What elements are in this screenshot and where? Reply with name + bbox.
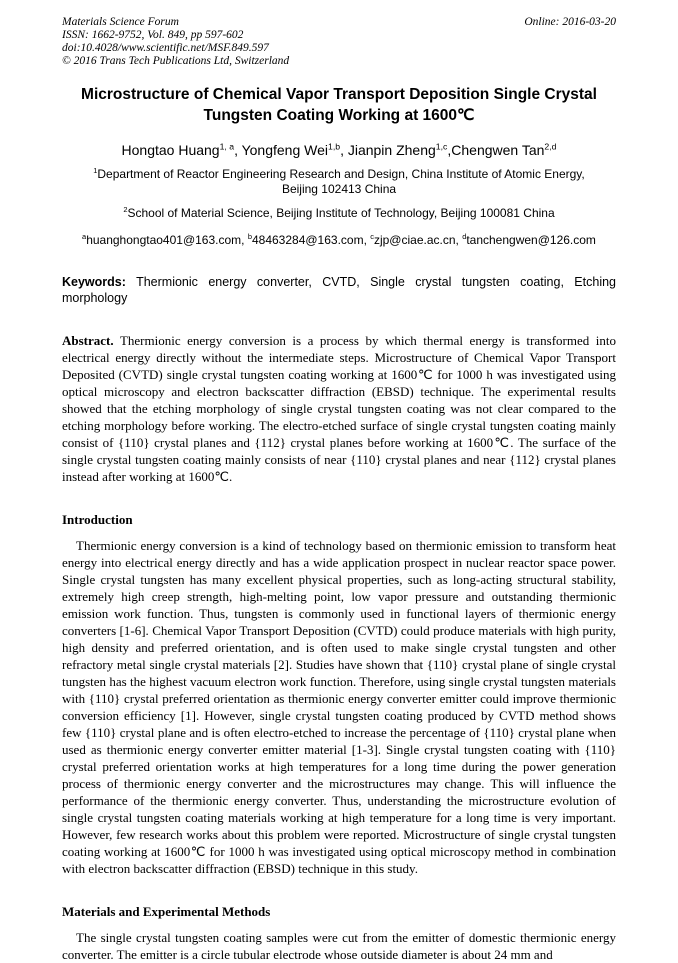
author-superscript: 1,c <box>435 141 448 152</box>
abstract-text: Thermionic energy conversion is a process by which thermal energy is transformed into electrical energy directly without the intermediate steps. Microstructure of Chemical Vapor Transport Deposited (CVTD) single crystal tungsten coating working at 1600℃ for 1000 h was investigated using optical microscopy and electron backscatter diffraction (EBSD) technique. The experimental results showed that the etching morphology of single crystal tungsten coating was not clear compared to the etching morphology before working. The electro-etched surface of single crystal tungsten coating mainly consist of {110} crystal planes and {112} crystal planes before working at 1600℃. The surface of the single crystal tungsten coating mainly consists of near {110} crystal planes and near {112} crystal planes instead after working at 1600℃. <box>62 333 617 484</box>
keywords-text: Thermionic energy converter, CVTD, Single crystal tungsten coating, Etching morphology <box>62 275 617 305</box>
affiliation-superscript: 2 <box>123 205 128 214</box>
copyright-line: © 2016 Trans Tech Publications Ltd, Switzerland <box>62 55 290 67</box>
email-address: huanghongtao401@163.com, <box>86 233 248 247</box>
email-address: 48463284@163.com, <box>251 233 371 247</box>
author-name: Hongtao Huang <box>121 142 220 158</box>
journal-name: Materials Science Forum <box>62 16 179 28</box>
author-superscript: 2,d <box>544 141 557 152</box>
section-paragraph-introduction: Thermionic energy conversion is a kind of technology based on thermionic emission to transform heat energy into electrical energy directly and has a wide application prospect in nuclear reactor space power. Single crystal tungsten has many excellent physical properties, such as long-acting structural stability, extremely high creep strength, high-melting point, low vapor pressure and outstanding thermionic emission work function. Thus, tungsten is commonly used in functional layers of thermionic energy converters [1-6]. Chemical Vapor Transport Deposition (CVTD) could produce materials with high purity, high density and preferred orientation, and is often used to make single crystal tungsten and other refractory metal single crystal materials [2]. Studies have shown that {110} crystal plane of single crystal tungsten has the highest vacuum electron work function. Therefore, using single crystal tungsten materials with {110} crystal preferred orientation as thermionic energy converter emitter could improve thermionic conversion efficiency [1]. However, single crystal tungsten coating produced by CVTD method shows few {110} crystal plane and is often electro-etched to increase the percentage of {110} crystal plane when used as thermionic energy converter emitter material [1-3]. Single crystal tungsten coating with {110} crystal preferred orientation works at high temperatures for a long time during the power generation process of thermionic energy converter and the microstructures may change. This will influence the performance of the thermionic energy converter. Thus, understanding the microstructure evolution of single crystal tungsten coating materials working at high temperature for a long time is very important. However, few research works about this problem were reported. Microstructure of single crystal tungsten coating working at 1600℃ for 1000 h was investigated using optical microscopy method in combination with electron backscatter diffraction (EBSD) technique in this study. <box>62 538 616 876</box>
email-superscript: d <box>462 232 467 241</box>
email-superscript: c <box>370 232 374 241</box>
issn-line: ISSN: 1662-9752, Vol. 849, pp 597-602 <box>62 29 244 41</box>
affiliation-line-2 <box>79 206 599 221</box>
affiliation-superscript: 1 <box>93 166 98 175</box>
online-date: Online: 2016-03-20 <box>524 16 616 28</box>
email-superscript: b <box>247 232 252 241</box>
author-superscript: 1,b <box>328 141 341 152</box>
author-superscript: 1, a <box>219 141 235 152</box>
abstract-block <box>62 332 616 485</box>
authors-line <box>62 142 616 158</box>
journal-info <box>62 16 289 68</box>
email-address: tanchengwen@126.com <box>466 233 596 247</box>
section-heading-introduction: Introduction <box>62 512 133 527</box>
affiliation-text: School of Material Science, Beijing Institute of Technology, Beijing 100081 China <box>127 206 555 220</box>
keywords-block <box>62 274 616 306</box>
affiliation-text: Department of Reactor Engineering Research and Design, China Institute of Atomic Energy, Beijing 102413 China <box>97 167 585 196</box>
author-name: , Jianpin Zheng <box>340 142 436 158</box>
section-heading-materials: Materials and Experimental Methods <box>62 904 271 919</box>
author-name: ,Chengwen Tan <box>447 142 545 158</box>
affiliation-line-1 <box>79 167 599 197</box>
email-superscript: a <box>82 232 87 241</box>
journal-header <box>62 16 616 68</box>
doi-line: doi:10.4028/www.scientific.net/MSF.849.597 <box>62 42 269 54</box>
author-name: , Yongfeng Wei <box>234 142 328 158</box>
abstract-label: Abstract. <box>62 333 114 348</box>
email-address: zjp@ciae.ac.cn, <box>373 233 463 247</box>
section-paragraph-materials: The single crystal tungsten coating samples were cut from the emitter of domestic thermionic energy converter. The emitter is a circle tubular electrode whose outside diameter is about 24 mm and <box>62 930 616 962</box>
paper-title: Microstructure of Chemical Vapor Transport Deposition Single Crystal Tungsten Coating Working at 1600℃ <box>81 86 597 124</box>
keywords-label: Keywords: <box>62 275 126 289</box>
emails-line <box>79 233 599 248</box>
